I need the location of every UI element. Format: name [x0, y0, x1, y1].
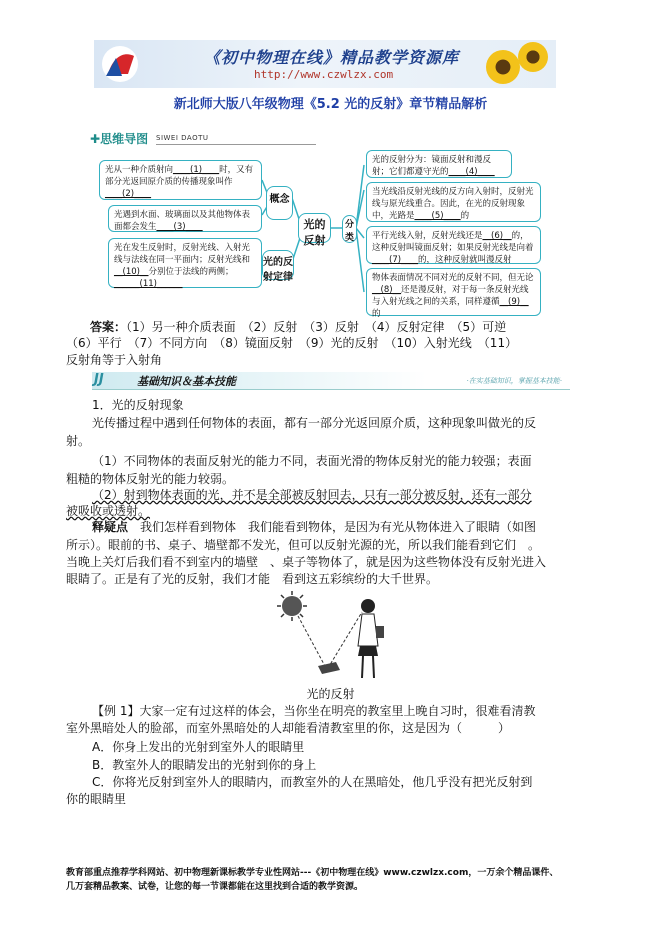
paragraph: 射。	[66, 434, 91, 448]
paragraph: 所示）。眼前的书、桌子、墙壁都不发光，但可以反射光源的光，所以我们能看到它们 。	[66, 538, 541, 552]
paragraph: 被吸收或透射。	[66, 504, 151, 518]
paragraph: 当晚上关灯后我们看不到室内的墙壁 、桌子等物体了，就是因为这些物体没有反射光进入	[66, 555, 547, 569]
footer-line: 几万套精品教案、试卷，让您的每一节课都能在这里找到合适的教学资源。	[66, 882, 364, 892]
example-line: 【例 1】大家一定有过这样的体会，当你坐在明亮的教室里上晚自习时，很难看清教	[92, 704, 536, 718]
mindmap-node-concept: 概念	[266, 186, 293, 220]
mindmap-box-diffuse: 物体表面情况不同对光的反射不同，但无论__(8)__还是漫反射，对于每一条反射光线与入射光线之间的关系，同样遵循__(9)__的	[366, 268, 541, 316]
section-header	[92, 372, 570, 390]
mindmap-subheading: SIWEI DAOTU	[156, 134, 209, 142]
sun-icon	[277, 591, 307, 621]
paragraph: （1）不同物体的表面反射光的能力不同，表面光滑的物体反射光的能力较强；表面	[92, 454, 532, 468]
paragraph: 眼睛了。正是有了光的反射，我们才能 看到这五彩缤纷的大千世界。	[66, 572, 439, 586]
mindmap-heading: ✚思维导图	[90, 132, 149, 146]
paragraph: （2）射到物体表面的光，并不是全部被反射回去，只有一部分被反射，还有一部分	[92, 488, 532, 502]
option-b: B．教室外人的眼睛发出的光射到你的身上	[92, 758, 317, 772]
banner-url[interactable]: http://www.czwlzx.com	[254, 68, 394, 81]
mindmap-box-types: 光的反射分为：镜面反射和漫反射；它们都遵守光的____(4)____	[366, 150, 512, 178]
option-c-cont: 你的眼睛里	[66, 792, 127, 806]
book-icon	[318, 662, 340, 674]
example-line: 室外黑暗处人的脸部，而室外黑暗处的人却能看清教室里的你，这是因为（ ）	[66, 721, 511, 735]
mindmap-box-specular: 平行光线入射，反射光线还是__(6)__的，这种反射叫镜面反射；如果反射光线是向着____(7)____的，这种反射就叫漫反射	[366, 226, 541, 264]
paragraph: 光传播过程中遇到任何物体的表面，都有一部分光返回原介质，这种现象叫做光的反	[92, 416, 537, 430]
banner-title: 《初中物理在线》精品教学资源库	[204, 48, 460, 67]
document-title: 新北师大版八年级物理《5.2 光的反射》章节精品解析	[173, 97, 488, 112]
section-emblem-icon: JJ	[94, 372, 104, 387]
answer-line-1: 答案：（1）另一种介质表面 （2）反射 （3）反射 （4）反射定律 （5）可逆	[90, 320, 507, 334]
paragraph: 粗糙的物体反射光的能力较弱。	[66, 472, 235, 486]
mindmap-box-definition: 光从一种介质射向____(1)____时，又有部分光返回原介质的传播现象叫作____(2)____	[99, 160, 262, 200]
mindmap-node-classify: 分类	[342, 215, 357, 243]
footer-line: 教育部重点推荐学科网站、初中物理新课标教学专业性网站---《初中物理在线》www.czwlzx.com，一万余个精品课件、	[66, 868, 559, 878]
section-tagline: ·在实基础知识，掌握基本技能·	[466, 377, 562, 385]
mindmap-box-water: 光遇到水面、玻璃面以及其他物体表面都会发生____(3)____	[108, 205, 262, 232]
paragraph: 释疑点 我们怎样看到物体 我们能看到物体，是因为有光从物体进入了眼睛（如图	[92, 520, 537, 534]
mindmap-box-law: 光在发生反射时，反射光线、入射光线与法线在同一平面内；反射光线和__(10)__分别位于法线的两侧；______(11)______	[108, 238, 262, 288]
answer-line-3: 反射角等于入射角	[66, 353, 163, 367]
option-a: A．你身上发出的光射到室外人的眼睛里	[92, 740, 305, 754]
heading-reflection: 1．光的反射现象	[92, 398, 184, 412]
mindmap-node-center: 光的反射	[298, 213, 331, 243]
option-c: C．你将光反射到室外人的眼睛内，而教室外的人在黑暗处，他几乎没有把光反射到	[92, 775, 533, 789]
answer-line-2: （6）平行 （7）不同方向 （8）镜面反射 （9）光的反射 （10）入射光线 （11）	[66, 336, 518, 350]
mindmap-node-law: 光的反射定律	[262, 250, 294, 280]
girl-icon	[358, 599, 384, 678]
mindmap-box-reversible: 当光线沿反射光线的反方向入射时，反射光线与原光线重合。因此，在光的反射现象中，光路是____(5)____的	[366, 182, 541, 222]
section-title: 基础知识＆基本技能	[137, 375, 236, 388]
mindmap-connectors	[0, 0, 661, 320]
figure-caption: 光的反射	[306, 687, 355, 701]
reflection-illustration	[270, 590, 410, 685]
footer	[66, 866, 606, 894]
